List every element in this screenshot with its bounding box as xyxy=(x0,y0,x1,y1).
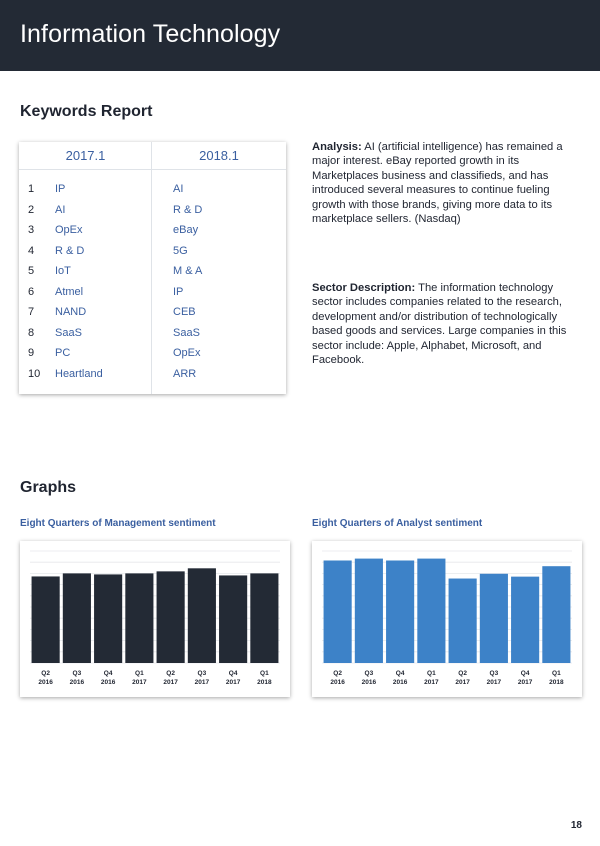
analysis-text: AI (artificial intelligence) has remained a major interest. eBay reported growth in its Marketplaces business and classifieds, and has introduced several measures to continue fueling growth with those brands, giving more data to its marketplace sellers. (Nasdaq) xyxy=(312,141,563,226)
rank-number: 9 xyxy=(28,347,35,359)
bar xyxy=(449,579,477,663)
x-tick-label: 2017 xyxy=(163,679,178,686)
x-tick-label: 2017 xyxy=(225,679,241,686)
page-header xyxy=(0,0,600,71)
x-tick-label: Q1 xyxy=(260,670,269,677)
rank-number: 6 xyxy=(28,285,35,298)
x-tick-label: 2017 xyxy=(424,679,439,686)
table-row xyxy=(19,323,286,344)
keyword-2018: M & A xyxy=(173,265,203,277)
bar xyxy=(157,571,185,663)
x-tick-label: 2016 xyxy=(69,679,85,686)
keyword-2018: OpEx xyxy=(173,347,201,359)
analyst-chart-svg xyxy=(312,541,582,697)
keywords-rows xyxy=(19,179,286,384)
keyword-2018: 5G xyxy=(173,244,188,257)
keyword-2017: OpEx xyxy=(55,224,83,236)
x-tick-label: 2016 xyxy=(100,679,116,686)
table-row xyxy=(19,364,286,385)
rank-number: 5 xyxy=(28,265,35,277)
header-divider xyxy=(19,169,286,170)
x-tick-label: Q1 xyxy=(135,670,144,677)
x-tick-label: Q2 xyxy=(166,670,175,677)
sector-description-paragraph xyxy=(312,281,580,367)
keyword-2018: SaaS xyxy=(173,326,200,339)
bar xyxy=(324,560,352,663)
keyword-2018: IP xyxy=(173,285,184,298)
management-sentiment-chart xyxy=(20,541,290,697)
keyword-2017: SaaS xyxy=(55,326,82,339)
table-row xyxy=(19,343,286,364)
page-title: Information Technology xyxy=(20,20,281,48)
x-tick-label: 2016 xyxy=(361,679,377,686)
x-tick-label: 2017 xyxy=(132,679,147,686)
x-tick-label: Q3 xyxy=(364,670,374,677)
rank-number: 1 xyxy=(28,183,35,195)
column-header-2017: 2017.1 xyxy=(65,148,106,163)
table-row xyxy=(19,302,286,323)
x-tick-label: 2018 xyxy=(549,679,564,686)
bar xyxy=(250,573,278,663)
keywords-table xyxy=(19,142,286,394)
rank-number: 4 xyxy=(28,244,35,257)
management-chart-svg xyxy=(20,541,290,697)
sector-description-text: The information technology sector includes companies related to the research, development and/or distribution of technologically based goods and services. Large companies in this sector include: Apple, Alphabet, Microsoft, and Facebook. xyxy=(312,282,567,367)
x-tick-label: 2017 xyxy=(194,679,210,686)
keyword-2017: Atmel xyxy=(55,285,84,298)
x-tick-label: Q3 xyxy=(197,670,207,677)
table-row xyxy=(19,220,286,241)
keyword-2018: AI xyxy=(173,183,184,195)
keyword-2017: Heartland xyxy=(55,367,103,380)
x-tick-label: Q2 xyxy=(41,670,50,677)
x-tick-label: Q2 xyxy=(333,670,342,677)
x-tick-label: Q4 xyxy=(103,670,113,677)
keyword-2017: NAND xyxy=(55,306,87,318)
x-tick-label: Q3 xyxy=(72,670,82,677)
keyword-2017: IoT xyxy=(55,265,71,277)
bar xyxy=(219,575,247,663)
keyword-2017: AI xyxy=(55,203,66,216)
x-tick-label: 2016 xyxy=(38,679,53,686)
analysis-label: Analysis: xyxy=(312,141,362,153)
x-tick-label: 2018 xyxy=(257,679,272,686)
graphs-heading: Graphs xyxy=(20,479,77,496)
x-tick-label: 2017 xyxy=(517,679,533,686)
bar xyxy=(480,574,508,663)
keyword-2018: eBay xyxy=(173,224,199,236)
rank-number: 2 xyxy=(28,203,35,216)
bar xyxy=(542,566,570,663)
bar xyxy=(511,577,539,663)
page-number: 18 xyxy=(570,820,582,831)
x-tick-label: Q4 xyxy=(228,670,238,677)
x-tick-label: 2016 xyxy=(392,679,408,686)
management-chart-title: Eight Quarters of Management sentiment xyxy=(20,518,216,529)
bar xyxy=(32,576,60,663)
bar xyxy=(63,573,91,663)
x-tick-label: Q1 xyxy=(552,670,561,677)
analyst-sentiment-chart xyxy=(312,541,582,697)
x-tick-label: 2017 xyxy=(486,679,502,686)
bar xyxy=(94,574,122,663)
keyword-2018: R & D xyxy=(173,203,203,216)
table-row xyxy=(19,200,286,221)
table-row xyxy=(19,261,286,282)
rank-number: 3 xyxy=(28,224,35,236)
table-row xyxy=(19,282,286,303)
x-tick-label: Q4 xyxy=(395,670,405,677)
keyword-2017: PC xyxy=(55,347,71,359)
bar xyxy=(188,568,216,663)
sector-description-label: Sector Description: xyxy=(312,282,416,294)
rank-number: 7 xyxy=(28,306,35,318)
keyword-2017: R & D xyxy=(55,244,85,257)
table-row xyxy=(19,179,286,200)
bar xyxy=(355,559,383,663)
x-tick-label: Q2 xyxy=(458,670,467,677)
x-tick-label: Q3 xyxy=(489,670,499,677)
column-header-2018: 2018.1 xyxy=(199,148,239,163)
rank-number: 10 xyxy=(28,367,41,380)
analyst-chart-title: Eight Quarters of Analyst sentiment xyxy=(312,518,483,529)
rank-number: 8 xyxy=(28,326,35,339)
bar xyxy=(125,573,153,663)
table-row xyxy=(19,241,286,262)
bar xyxy=(417,559,445,663)
x-tick-label: Q1 xyxy=(427,670,436,677)
keyword-2017: IP xyxy=(55,183,66,195)
x-tick-label: 2017 xyxy=(455,679,470,686)
x-tick-label: 2016 xyxy=(330,679,345,686)
bar xyxy=(386,560,414,663)
analysis-paragraph xyxy=(312,140,580,226)
keyword-2018: ARR xyxy=(173,367,197,380)
keywords-report-heading: Keywords Report xyxy=(20,103,153,120)
keyword-2018: CEB xyxy=(173,306,196,318)
x-tick-label: Q4 xyxy=(520,670,530,677)
